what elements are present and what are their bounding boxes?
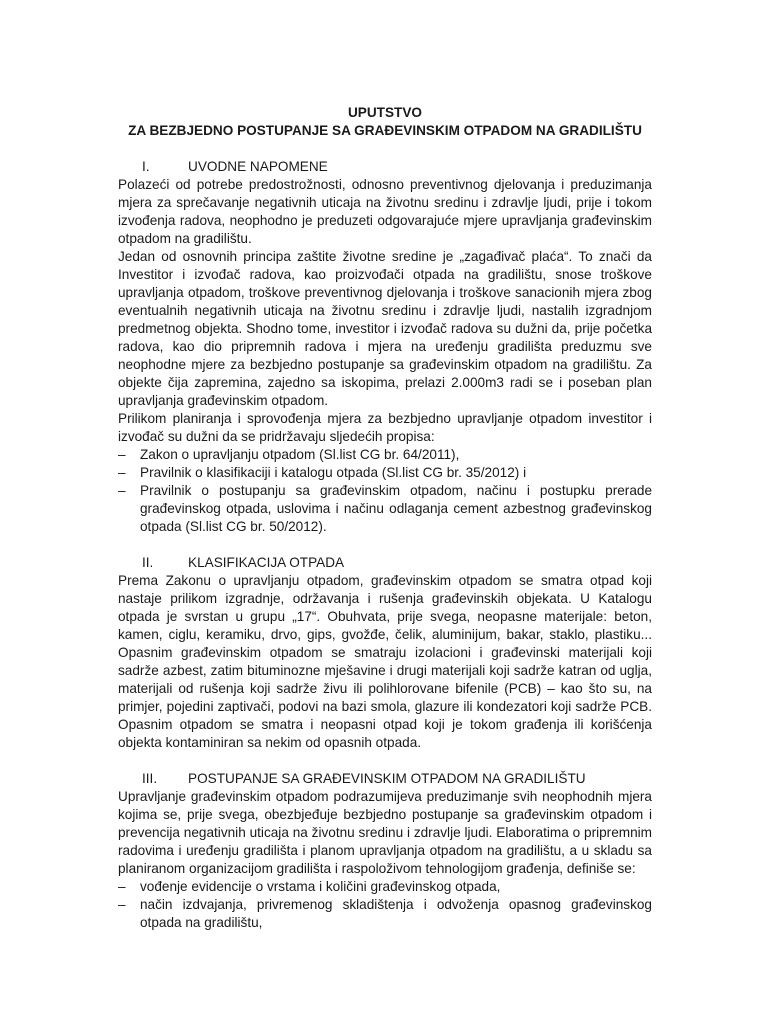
dash-bullet: – xyxy=(118,465,126,480)
paragraph: Upravljanje građevinskim otpadom podrazumijeva preduzimanje svih neophodnih mjera kojima se, prije svega, obezbjeđuje bezbjedno postupanje sa građevinskim otpadom i prevencija negativnih uticaja na životnu sredinu i zdravlje ljudi. Elaboratima o pripremnim radovima i uređenju gradilišta i planom upravljanja otpadom na gradilištu, a u skladu sa planiranom organizacijom gradilišta i raspoloživom tehnologijom građenja, definiše se: xyxy=(118,789,652,876)
dash-bullet: – xyxy=(118,483,126,498)
list-item xyxy=(118,464,652,482)
list-item xyxy=(118,446,652,464)
dash-bullet: – xyxy=(118,897,126,912)
list-item xyxy=(118,482,652,536)
paragraph: Prilikom planiranja i sprovođenja mjera za bezbjedno upravljanje otpadom investitor i izvođač su dužni da se pridržavaju sljedećih propisa: xyxy=(118,411,652,444)
regulation-list xyxy=(118,446,652,536)
title-line-1: UPUTSTVO xyxy=(347,105,422,120)
list-item-text: vođenje evidencije o vrstama i količini građevinskog otpada, xyxy=(140,879,501,894)
section-title: UVODNE NAPOMENE xyxy=(188,159,328,174)
list-item-text: Pravilnik o klasifikaciji i katalogu otpada (Sl.list CG br. 35/2012) i xyxy=(140,465,527,480)
dash-bullet: – xyxy=(118,879,126,894)
section-3 xyxy=(118,770,652,932)
section-title: KLASIFIKACIJA OTPADA xyxy=(188,555,345,570)
list-item xyxy=(118,896,652,932)
dash-bullet: – xyxy=(118,447,126,462)
list-item-text: Zakon o upravljanju otpadom (Sl.list CG br. 64/2011), xyxy=(140,447,460,462)
paragraph: Jedan od osnovnih principa zaštite životne sredine je „zagađivač plaća“. To znači da Investitor i izvođač radova, kao proizvođači otpada na gradilištu, snose troškove upravljanja otpadom, troškove preventivnog djelovanja i troškove sanacionih mjera zbog eventualnih negativnih uticaja na životnu sredinu i zdravlje ljudi, nastalih izgradnjom predmetnog objekta. Shodno tome, investitor i izvođač radova su dužni da, prije početka radova, kao dio pripremnih radova i mjera na uređenju gradilišta preduzmu sve neophodne mjere za bezbjedno postupanje sa građevinskim otpadom na gradilištu. Za objekte čija zapremina, zajedno sa iskopima, prelazi 2.000m3 radi se i poseban plan upravljanja građevinskim otpadom. xyxy=(118,249,652,408)
section-title: POSTUPANJE SA GRAĐEVINSKIM OTPADOM NA GRADILIŠTU xyxy=(188,771,586,786)
procedure-list xyxy=(118,878,652,932)
paragraph: Polazeći od potrebe predostrožnosti, odnosno preventivnog djelovanja i preduzimanja mjera za sprečavanje negativnih uticaja na životnu sredinu i zdravlje ljudi, prije i tokom izvođenja radova, neophodno je preduzeti odgovarajuće mjere upravljanja građevinskim otpadom na gradilištu. xyxy=(118,177,652,246)
title-line-2: ZA BEZBJEDNO POSTUPANJE SA GRAĐEVINSKIM OTPADOM NA GRADILIŠTU xyxy=(128,123,642,138)
section-2 xyxy=(118,554,652,752)
section-heading xyxy=(118,554,652,572)
section-1 xyxy=(118,158,652,536)
list-item xyxy=(118,878,652,896)
document-page xyxy=(118,104,652,932)
section-number: II. xyxy=(142,555,154,570)
list-item-text: Pravilnik o postupanju sa građevinskim otpadom, načinu i postupku prerade građevinskog otpada, uslovima i načinu odlaganja cement azbestnog građevinskog otpada (Sl.list CG br. 50/2012). xyxy=(140,483,652,534)
section-heading xyxy=(118,770,652,788)
document-title xyxy=(118,104,652,140)
section-number: I. xyxy=(142,159,150,174)
paragraph: Prema Zakonu o upravljanju otpadom, građevinskim otpadom se smatra otpad koji nastaje prilikom izgradnje, održavanja i rušenja građevinskih objekata. U Katalogu otpada je svrstan u grupu „17“. Obuhvata, prije svega, neopasne materijale: beton, kamen, ciglu, keramiku, drvo, gips, gvožđe, čelik, aluminijum, bakar, staklo, plastiku... Opasnim građevinskim otpadom se smatraju izolacioni i građevinski materijali koji sadrže azbest, zatim bituminozne mješavine i drugi materijali koji sadrže katran od uglja, materijali od rušenja koji sadrže živu ili polihlorovane bifenile (PCB) – kao što su, na primjer, pojedini zaptivači, podovi na bazi smola, glazure ili kondezatori koji sadrže PCB. Opasnim otpadom se smatra i neopasni otpad koji je tokom građenja ili korišćenja objekta kontaminiran sa nekim od opasnih otpada. xyxy=(118,573,652,750)
section-number: III. xyxy=(142,771,158,786)
section-heading xyxy=(118,158,652,176)
list-item-text: način izdvajanja, privremenog skladištenja i odvoženja opasnog građevinskog otpada na gradilištu, xyxy=(140,897,652,930)
